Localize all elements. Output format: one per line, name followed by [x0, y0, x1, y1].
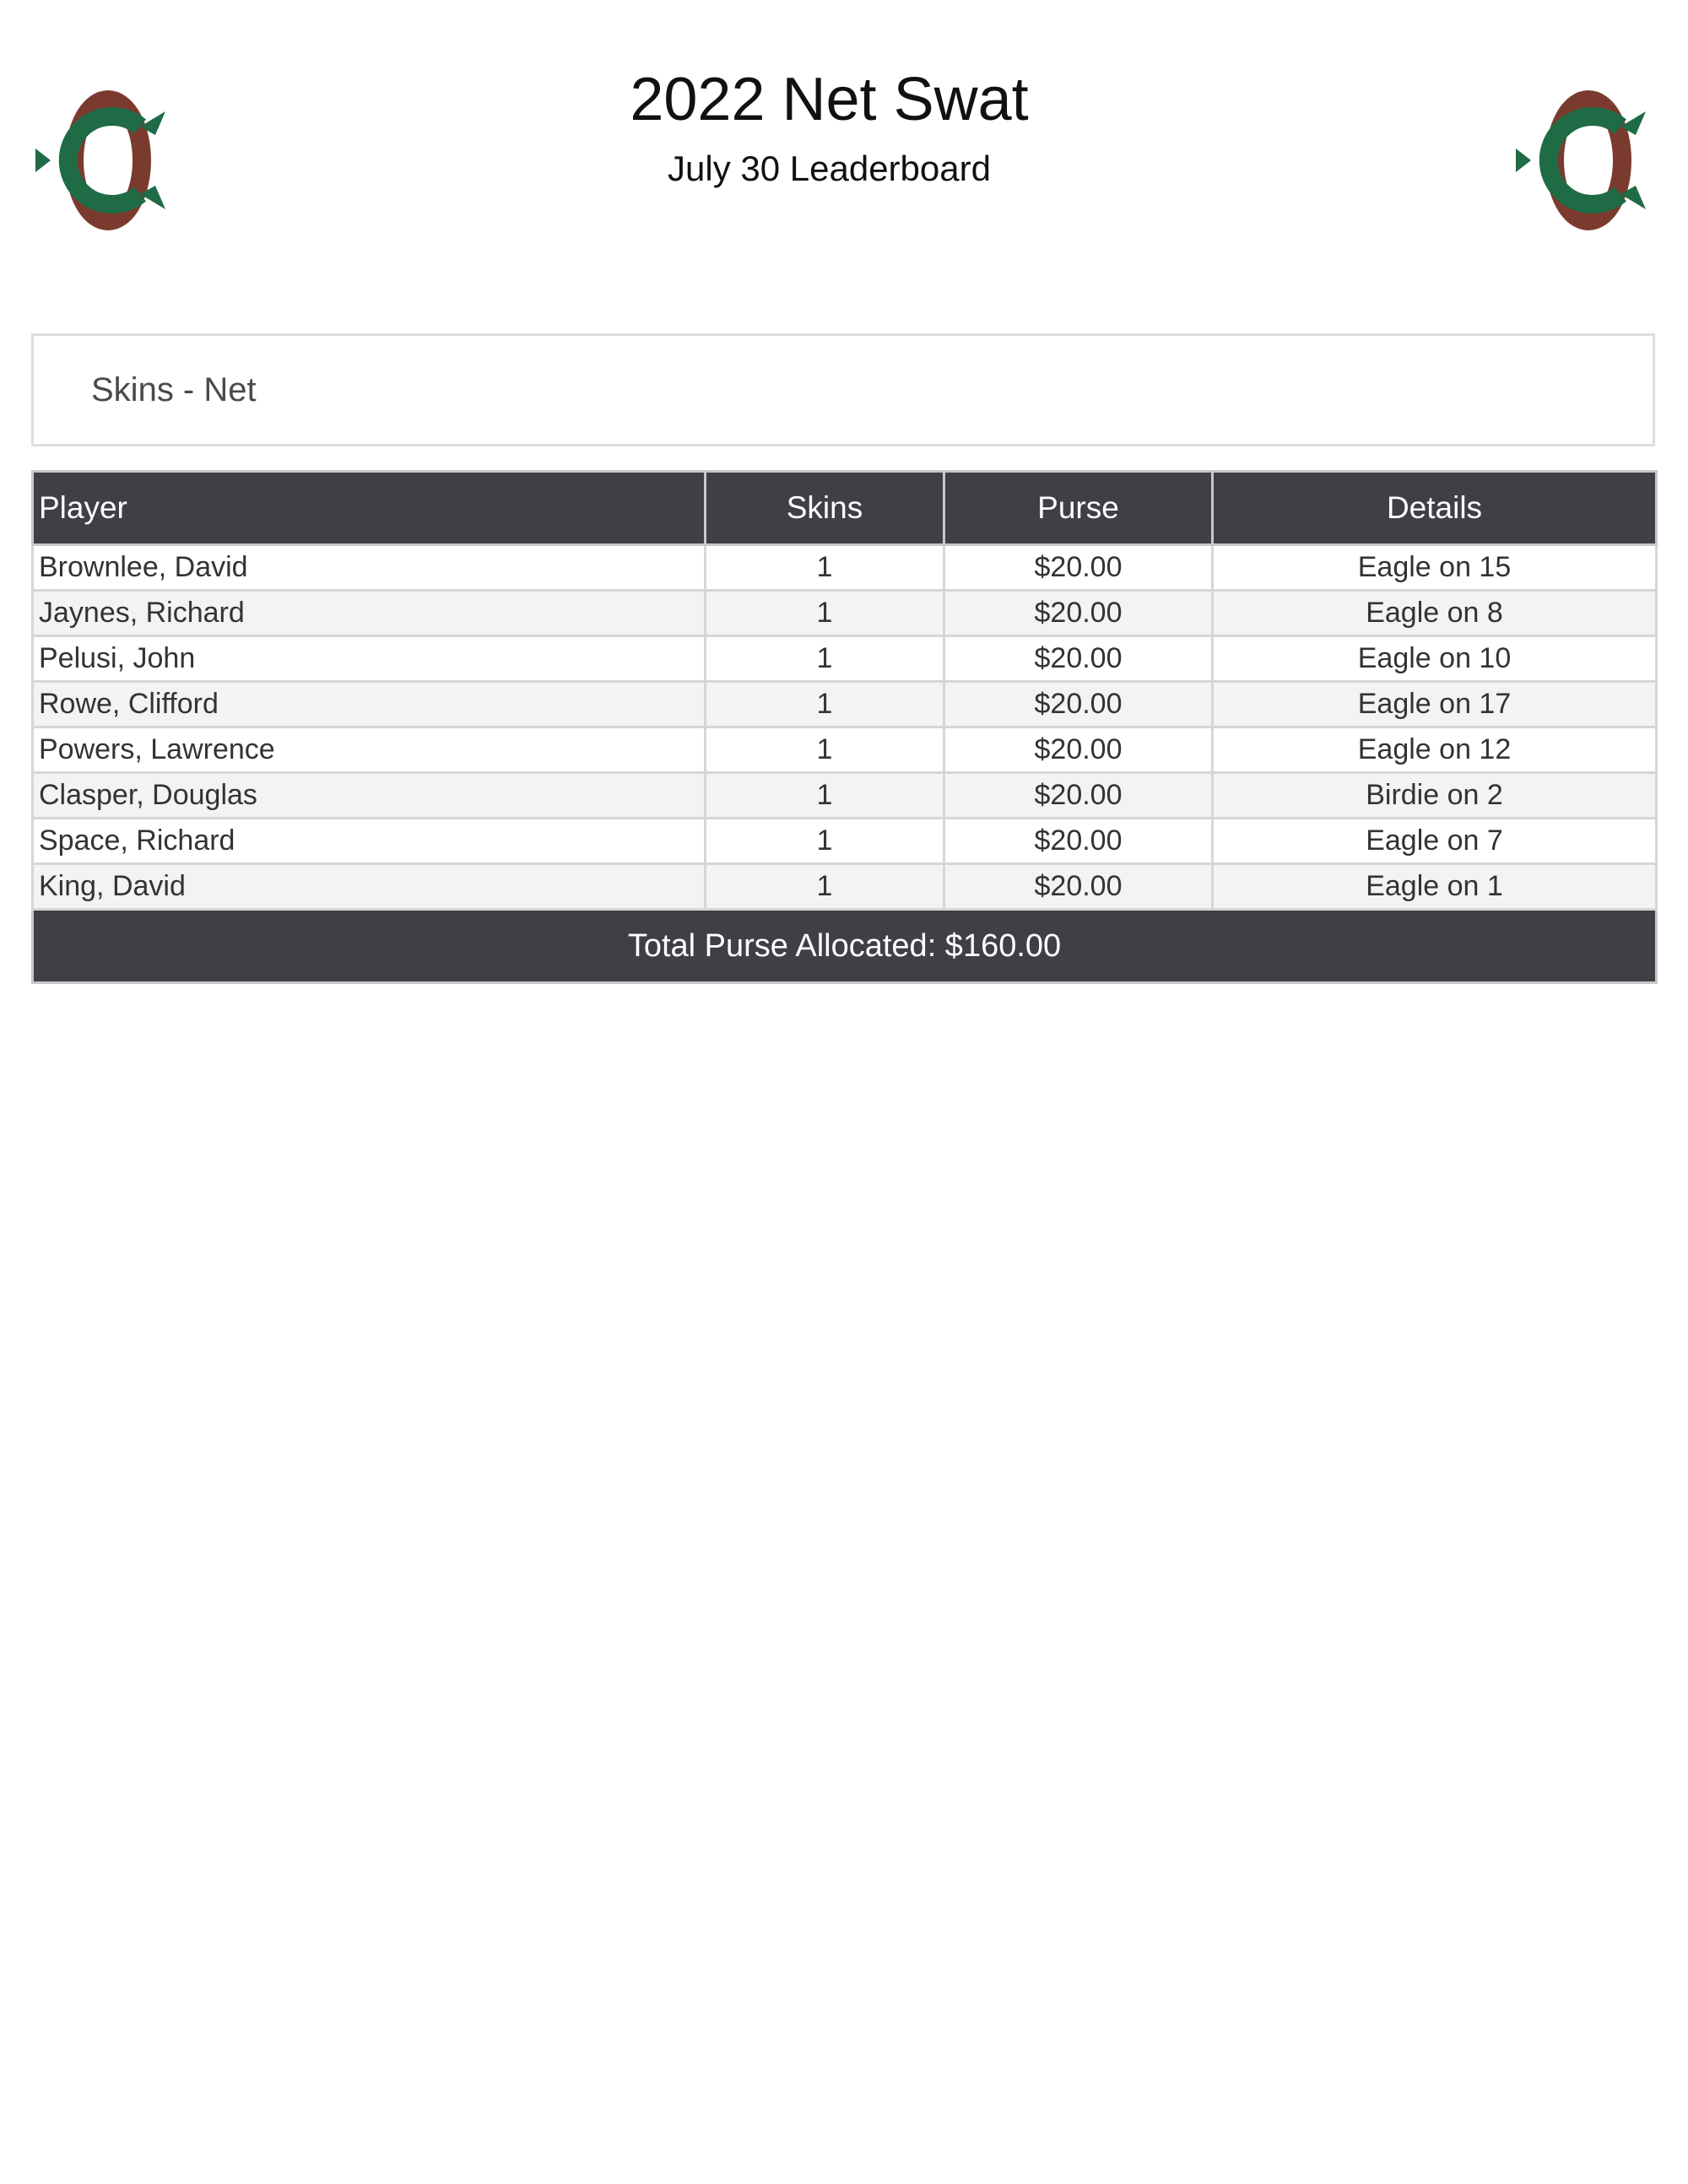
player-name: Clasper, Douglas	[33, 773, 706, 819]
table-row	[33, 727, 1657, 773]
table-header-row	[33, 472, 1657, 545]
skins-count: 1	[706, 591, 944, 636]
table-row	[33, 636, 1657, 682]
skin-details: Eagle on 15	[1213, 545, 1657, 591]
purse-amount: $20.00	[944, 545, 1213, 591]
player-name: Rowe, Clifford	[33, 682, 706, 727]
table-row	[33, 773, 1657, 819]
table-row	[33, 864, 1657, 910]
column-header-player: Player	[33, 472, 706, 545]
player-name: Powers, Lawrence	[33, 727, 706, 773]
page-title: 2022 Net Swat	[630, 66, 1029, 133]
purse-amount: $20.00	[944, 727, 1213, 773]
purse-amount: $20.00	[944, 636, 1213, 682]
page-subtitle: July 30 Leaderboard	[668, 149, 991, 188]
skins-count: 1	[706, 773, 944, 819]
player-name: Brownlee, David	[33, 545, 706, 591]
table-row	[33, 819, 1657, 864]
table-row	[33, 682, 1657, 727]
skins-count: 1	[706, 682, 944, 727]
skins-table	[31, 470, 1658, 984]
total-purse: Total Purse Allocated: $160.00	[33, 910, 1657, 983]
section-header	[31, 333, 1655, 446]
skin-details: Eagle on 1	[1213, 864, 1657, 910]
purse-amount: $20.00	[944, 773, 1213, 819]
skins-count: 1	[706, 545, 944, 591]
table-row	[33, 591, 1657, 636]
player-name: Space, Richard	[33, 819, 706, 864]
purse-amount: $20.00	[944, 682, 1213, 727]
purse-amount: $20.00	[944, 864, 1213, 910]
column-header-details: Details	[1213, 472, 1657, 545]
column-header-purse: Purse	[944, 472, 1213, 545]
table-footer-row	[33, 910, 1657, 983]
skins-count: 1	[706, 819, 944, 864]
purse-amount: $20.00	[944, 591, 1213, 636]
table-row	[33, 545, 1657, 591]
skin-details: Eagle on 8	[1213, 591, 1657, 636]
skins-count: 1	[706, 636, 944, 682]
player-name: Pelusi, John	[33, 636, 706, 682]
skin-details: Eagle on 10	[1213, 636, 1657, 682]
skins-count: 1	[706, 727, 944, 773]
skin-details: Eagle on 17	[1213, 682, 1657, 727]
skins-count: 1	[706, 864, 944, 910]
section-title: Skins - Net	[91, 371, 257, 408]
player-name: Jaynes, Richard	[33, 591, 706, 636]
skin-details: Birdie on 2	[1213, 773, 1657, 819]
purse-amount: $20.00	[944, 819, 1213, 864]
player-name: King, David	[33, 864, 706, 910]
skin-details: Eagle on 7	[1213, 819, 1657, 864]
column-header-skins: Skins	[706, 472, 944, 545]
skin-details: Eagle on 12	[1213, 727, 1657, 773]
